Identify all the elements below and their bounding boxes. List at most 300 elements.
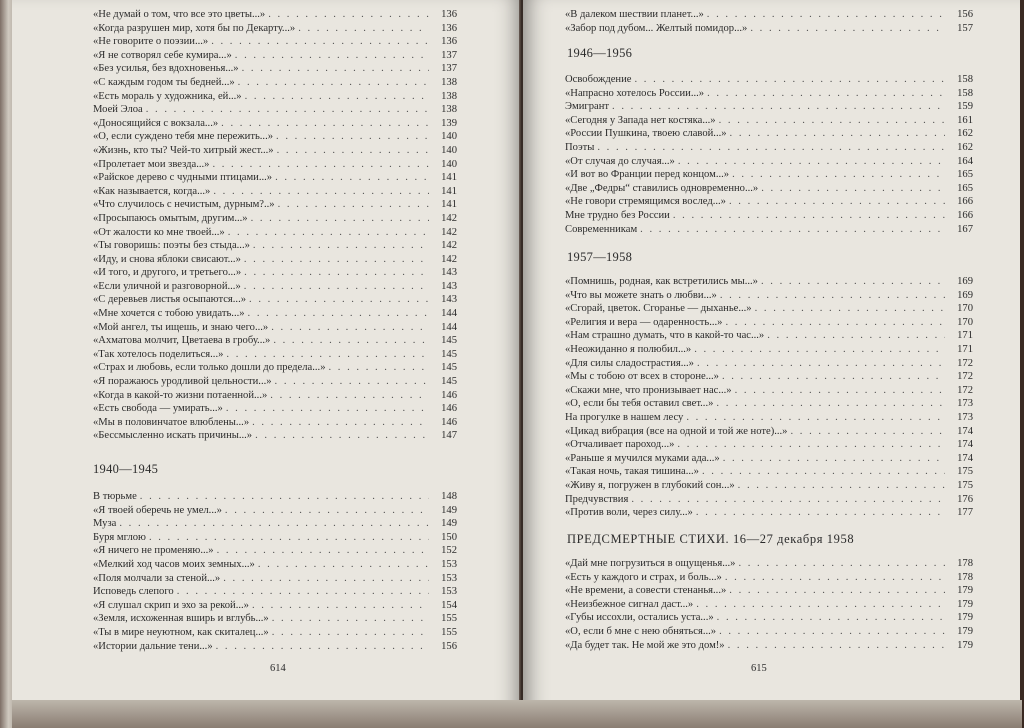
toc-entry-page: 139 <box>441 117 457 129</box>
toc-entry-title: «И того, и другого, и третьего...» <box>93 267 242 279</box>
toc-entry-page: 155 <box>441 613 457 625</box>
toc-entry <box>93 558 457 572</box>
toc-leader-dots <box>719 625 945 639</box>
toc-entry-page: 140 <box>441 131 457 143</box>
toc-entry <box>565 557 973 571</box>
toc-entry-title: «С каждым годом ты бедней...» <box>93 76 235 88</box>
toc-entry-title: «Просыпаюсь омытым, другим...» <box>93 212 248 224</box>
toc-entry-page: 175 <box>957 466 973 478</box>
toc-list-left-1 <box>93 8 457 443</box>
section-heading-last-poems: ПРЕДСМЕРТНЫЕ СТИХИ. 16—27 декабря 1958 <box>567 532 855 546</box>
toc-entry-title: «Мы с тобою от всех в стороне...» <box>565 371 719 383</box>
toc-entry-title: «Помнишь, родная, как встретились мы...» <box>565 276 758 287</box>
toc-entry <box>93 266 457 280</box>
toc-leader-dots <box>329 361 430 375</box>
toc-entry-title: «Отчаливает пароход...» <box>565 439 675 451</box>
toc-entry-title: «Жизнь, кто ты? Чей-то хитрый жест...» <box>93 144 274 156</box>
toc-leader-dots <box>730 127 945 141</box>
toc-entry-page: 143 <box>441 294 457 306</box>
toc-leader-dots <box>723 452 945 466</box>
toc-entry-title: «Я поражаюсь уродливой цельности...» <box>93 376 272 388</box>
toc-leader-dots <box>248 307 429 321</box>
toc-entry <box>93 490 457 504</box>
toc-entry-title: Предчувствия <box>565 493 629 505</box>
toc-entry-title: «Ты говоришь: поэты без стыда...» <box>93 240 250 252</box>
toc-entry-page: 162 <box>957 141 973 153</box>
toc-entry <box>565 465 973 479</box>
toc-entry-title: «Когда в какой-то жизни потаенной...» <box>93 389 268 401</box>
toc-leader-dots <box>212 158 429 172</box>
toc-leader-dots <box>729 584 945 598</box>
toc-leader-dots <box>217 544 429 558</box>
toc-entry-page: 179 <box>957 639 973 651</box>
toc-entry <box>565 182 973 196</box>
toc-leader-dots <box>258 558 429 572</box>
toc-entry-title: «В далеком шествии планет...» <box>565 9 704 20</box>
toc-entry <box>93 49 457 63</box>
toc-entry-title: «Что вы можете знать о любви...» <box>565 289 717 301</box>
toc-leader-dots <box>255 429 429 443</box>
toc-leader-dots <box>678 155 945 169</box>
toc-entry-title: «С деревьев листья осыпаются...» <box>93 294 247 306</box>
toc-entry-page: 164 <box>957 155 973 167</box>
toc-entry <box>93 612 457 626</box>
toc-entry <box>565 479 973 493</box>
toc-entry <box>93 212 457 226</box>
toc-entry <box>565 329 973 343</box>
toc-entry <box>93 185 457 199</box>
toc-entry-page: 140 <box>441 144 457 156</box>
toc-entry-page: 170 <box>957 316 973 328</box>
toc-entry <box>93 90 457 104</box>
toc-entry-title: «Не времени, а совести стенанья...» <box>565 585 727 597</box>
toc-entry-page: 174 <box>957 439 973 451</box>
toc-entry-page: 157 <box>957 22 973 34</box>
toc-entry-title: «Земля, исхоженная вширь и вглубь...» <box>93 613 269 625</box>
toc-entry-title: «Напрасно хотелось России...» <box>565 87 705 99</box>
toc-entry-title: «Не говорите о поэзии...» <box>93 36 209 48</box>
toc-list-right-2 <box>565 275 973 520</box>
toc-leader-dots <box>716 397 945 411</box>
toc-leader-dots <box>725 571 945 585</box>
toc-leader-dots <box>673 209 945 223</box>
toc-entry <box>565 8 973 22</box>
toc-entry-page: 172 <box>957 357 973 369</box>
toc-entry <box>565 141 973 155</box>
toc-entry-page: 179 <box>957 612 973 624</box>
toc-entry-page: 170 <box>957 303 973 315</box>
toc-entry-title: «Мелкий ход часов моих земных...» <box>93 558 255 570</box>
toc-entry <box>565 100 973 114</box>
toc-leader-dots <box>252 416 429 430</box>
toc-entry <box>565 425 973 439</box>
toc-entry <box>93 504 457 518</box>
toc-entry <box>93 402 457 416</box>
toc-entry <box>565 438 973 452</box>
toc-entry-title: Исповедь слепого <box>93 586 174 598</box>
page-number-right: 615 <box>751 663 767 674</box>
toc-leader-dots <box>213 185 429 199</box>
toc-entry <box>93 8 457 22</box>
toc-leader-dots <box>697 357 945 371</box>
toc-entry-page: 167 <box>957 223 973 235</box>
toc-entry-title: «Без усилья, без вдохновенья...» <box>93 63 239 75</box>
toc-entry-title: «Сегодня у Запада нет костяка...» <box>565 114 716 126</box>
right-page <box>523 0 1020 712</box>
toc-entry-page: 142 <box>441 212 457 224</box>
toc-leader-dots <box>720 289 945 303</box>
toc-entry-page: 165 <box>957 182 973 194</box>
toc-entry-page: 154 <box>441 599 457 611</box>
toc-entry <box>565 209 973 223</box>
toc-entry <box>93 517 457 531</box>
toc-entry <box>93 416 457 430</box>
toc-entry-title: «Я не сотворял себе кумира...» <box>93 49 232 61</box>
toc-entry <box>565 114 973 128</box>
toc-entry-page: 143 <box>441 267 457 279</box>
toc-entry-title: «Если уличной и разговорной...» <box>93 280 241 292</box>
toc-entry-title: «Не говори стремящимся вослед...» <box>565 196 726 208</box>
toc-entry-title: «О, если суждено тебя мне пережить...» <box>93 131 274 143</box>
toc-entry <box>565 639 973 653</box>
toc-leader-dots <box>761 182 945 196</box>
toc-entry-page: 142 <box>441 253 457 265</box>
toc-entry-page: 155 <box>441 626 457 638</box>
toc-leader-dots <box>221 117 429 131</box>
toc-entry-title: «Неизбежное сигнал даст...» <box>565 598 694 610</box>
toc-entry <box>93 572 457 586</box>
toc-entry-title: На прогулке в нашем лесу <box>565 411 684 423</box>
toc-leader-dots <box>242 62 429 76</box>
toc-entry-title: «Да будет так. Не мой же это дом!» <box>565 639 725 651</box>
toc-entry <box>93 198 457 212</box>
toc-leader-dots <box>735 384 945 398</box>
toc-entry-title: «Я твоей оберечь не умел...» <box>93 504 222 516</box>
toc-leader-dots <box>634 73 945 87</box>
toc-entry-page: 144 <box>441 308 457 320</box>
toc-leader-dots <box>707 87 945 101</box>
toc-entry-page: 174 <box>957 425 973 437</box>
toc-leader-dots <box>140 490 429 504</box>
toc-entry-title: «Ахматова молчит, Цветаева в гробу...» <box>93 335 271 347</box>
toc-entry-title: «Мой ангел, ты ищешь, и знаю чего...» <box>93 321 269 333</box>
toc-entry-title: «Ты в мире неуютном, как скиталец...» <box>93 626 269 638</box>
toc-entry-title: «Иду, и снова яблоки свисают...» <box>93 253 241 265</box>
toc-entry-title: «Райское дерево с чудными птицами...» <box>93 172 273 184</box>
toc-entry-title: «Для силы сладострастия...» <box>565 357 694 369</box>
toc-entry-page: 153 <box>441 572 457 584</box>
toc-entry-title: Эмигрант <box>565 101 610 113</box>
toc-leader-dots <box>696 598 945 612</box>
toc-entry <box>93 348 457 362</box>
toc-entry-page: 138 <box>441 76 457 88</box>
toc-entry-page: 147 <box>441 430 457 442</box>
toc-leader-dots <box>211 35 429 49</box>
toc-leader-dots <box>275 171 429 185</box>
page-number-left: 614 <box>270 663 286 674</box>
toc-entry <box>93 103 457 117</box>
toc-entry-page: 156 <box>957 9 973 20</box>
toc-entry-page: 142 <box>441 226 457 238</box>
toc-entry <box>565 357 973 371</box>
toc-entry <box>565 87 973 101</box>
toc-entry-page: 136 <box>441 36 457 48</box>
toc-leader-dots <box>750 22 945 36</box>
toc-entry-page: 178 <box>957 558 973 569</box>
toc-entry-page: 136 <box>441 22 457 34</box>
toc-entry <box>565 195 973 209</box>
toc-leader-dots <box>245 90 429 104</box>
toc-entry-page: 136 <box>441 9 457 20</box>
toc-entry <box>93 531 457 545</box>
toc-entry-page: 153 <box>441 558 457 570</box>
toc-entry-page: 138 <box>441 90 457 102</box>
toc-entry <box>93 280 457 294</box>
toc-entry-page: 166 <box>957 196 973 208</box>
toc-leader-dots <box>677 438 945 452</box>
toc-entry-title: Поэты <box>565 141 595 153</box>
toc-entry-page: 179 <box>957 625 973 637</box>
toc-leader-dots <box>790 425 945 439</box>
toc-entry <box>565 155 973 169</box>
toc-entry <box>93 226 457 240</box>
toc-entry-title: «Есть мораль у художника, ей...» <box>93 90 242 102</box>
toc-entry <box>565 168 973 182</box>
toc-entry <box>565 289 973 303</box>
section-heading-1946-1956: 1946—1956 <box>567 46 633 60</box>
toc-entry-title: Моей Элоа <box>93 104 143 116</box>
toc-entry-title: Мне трудно без России <box>565 209 670 221</box>
toc-entry-title: «Религия и вера — одаренность...» <box>565 316 723 328</box>
toc-leader-dots <box>149 531 429 545</box>
toc-entry <box>93 35 457 49</box>
toc-entry-page: 149 <box>441 504 457 516</box>
toc-entry-title: «Цикад вибрация (все на одной и той же ноте)...» <box>565 425 788 437</box>
toc-entry-page: 145 <box>441 362 457 374</box>
toc-leader-dots <box>725 316 945 330</box>
toc-leader-dots <box>272 612 429 626</box>
toc-entry <box>565 316 973 330</box>
toc-entry-title: Освобождение <box>565 74 632 85</box>
toc-entry <box>93 544 457 558</box>
toc-entry-title: «Мне хочется с тобою увидать...» <box>93 308 245 320</box>
toc-leader-dots <box>738 557 945 571</box>
toc-leader-dots <box>273 334 429 348</box>
toc-list-right-0 <box>565 8 973 35</box>
toc-entry <box>565 571 973 585</box>
toc-entry-page: 141 <box>441 199 457 211</box>
toc-entry <box>565 625 973 639</box>
toc-entry-page: 144 <box>441 321 457 333</box>
toc-entry <box>93 585 457 599</box>
toc-entry-title: «Дай мне погрузиться в ощущенья...» <box>565 558 736 569</box>
toc-entry-page: 141 <box>441 185 457 197</box>
toc-entry <box>93 321 457 335</box>
toc-entry <box>565 22 973 36</box>
toc-leader-dots <box>275 375 429 389</box>
toc-leader-dots <box>707 8 945 22</box>
toc-entry-page: 169 <box>957 289 973 301</box>
toc-leader-dots <box>719 114 945 128</box>
toc-entry-title: «Не думай о том, что все это цветы...» <box>93 9 266 20</box>
section-heading-1957-1958: 1957—1958 <box>567 250 633 264</box>
toc-entry <box>565 73 973 87</box>
left-page <box>12 0 522 712</box>
toc-entry-title: «Доносящийся с вокзала...» <box>93 117 219 129</box>
toc-entry-page: 146 <box>441 403 457 415</box>
toc-entry <box>565 223 973 237</box>
toc-entry <box>93 626 457 640</box>
toc-entry-page: 152 <box>441 545 457 557</box>
section-heading-1940-1945: 1940—1945 <box>93 462 159 476</box>
toc-entry-title: «Страх и любовь, если только дошли до предела...» <box>93 362 326 374</box>
toc-entry <box>565 370 973 384</box>
toc-entry-page: 140 <box>441 158 457 170</box>
toc-entry-title: В тюрьме <box>93 491 137 502</box>
toc-leader-dots <box>729 195 945 209</box>
toc-leader-dots <box>223 572 429 586</box>
toc-entry-title: «Неожиданно я полюбил...» <box>565 343 692 355</box>
toc-entry-page: 156 <box>441 640 457 652</box>
toc-leader-dots <box>732 168 945 182</box>
toc-leader-dots <box>226 348 429 362</box>
toc-leader-dots <box>244 280 429 294</box>
toc-entry-title: «Две „Федры“ ставились одновременно...» <box>565 182 759 194</box>
toc-leader-dots <box>298 22 429 36</box>
toc-entry-title: «Живу я, погружен в глубокий сон...» <box>565 479 735 491</box>
toc-leader-dots <box>146 103 429 117</box>
toc-entry-page: 145 <box>441 348 457 360</box>
toc-entry-title: «Забор под дубом... Желтый помидор...» <box>565 22 748 34</box>
toc-entry <box>565 611 973 625</box>
toc-entry-title: «Сгорай, цветок. Сгоранье — дыханье...» <box>565 303 752 315</box>
toc-entry-page: 173 <box>957 398 973 410</box>
toc-entry <box>565 343 973 357</box>
toc-entry-page: 142 <box>441 240 457 252</box>
toc-entry <box>565 506 973 520</box>
toc-entry <box>93 117 457 131</box>
toc-entry-page: 175 <box>957 479 973 491</box>
toc-leader-dots <box>767 329 945 343</box>
toc-leader-dots <box>276 130 429 144</box>
toc-entry-title: «Мы в половинчатое влюблены...» <box>93 416 250 428</box>
toc-list-right-1 <box>565 73 973 236</box>
toc-entry-title: «Такая ночь, такая тишина...» <box>565 466 699 478</box>
toc-leader-dots <box>696 506 945 520</box>
toc-entry <box>565 127 973 141</box>
book-bottom-edge <box>12 700 1022 728</box>
toc-entry-page: 159 <box>957 101 973 113</box>
toc-leader-dots <box>271 321 429 335</box>
toc-entry-title: «Раньше я мучился муками ада...» <box>565 452 720 464</box>
toc-entry-page: 176 <box>957 493 973 505</box>
toc-entry-page: 137 <box>441 49 457 61</box>
toc-list-right-3 <box>565 557 973 652</box>
toc-entry <box>565 584 973 598</box>
toc-leader-dots <box>251 212 429 226</box>
toc-entry-title: «Так хотелось поделиться...» <box>93 348 224 360</box>
toc-entry <box>93 239 457 253</box>
toc-entry-page: 165 <box>957 169 973 181</box>
toc-entry-page: 149 <box>441 518 457 530</box>
toc-entry-title: «О, если бы тебя оставил свет...» <box>565 398 714 410</box>
toc-entry-page: 172 <box>957 384 973 396</box>
toc-leader-dots <box>244 266 429 280</box>
toc-entry-page: 166 <box>957 209 973 221</box>
toc-entry-page: 143 <box>441 280 457 292</box>
toc-entry-page: 137 <box>441 63 457 75</box>
toc-entry-page: 177 <box>957 507 973 519</box>
toc-entry-title: «От случая до случая...» <box>565 155 675 167</box>
toc-entry <box>565 411 973 425</box>
toc-entry-page: 146 <box>441 416 457 428</box>
toc-entry-page: 178 <box>957 571 973 583</box>
toc-entry-title: «Есть свобода — умирать...» <box>93 403 223 415</box>
toc-leader-dots <box>597 141 945 155</box>
toc-entry-title: «Губы иссохли, остались уста...» <box>565 612 714 624</box>
toc-entry-title: «Скажи мне, что пронизывает нас...» <box>565 384 732 396</box>
toc-entry-title: «От жалости ко мне твоей...» <box>93 226 225 238</box>
toc-leader-dots <box>738 479 945 493</box>
toc-leader-dots <box>761 275 945 289</box>
toc-leader-dots <box>272 626 429 640</box>
toc-leader-dots <box>278 198 429 212</box>
toc-entry <box>565 598 973 612</box>
toc-leader-dots <box>249 293 429 307</box>
toc-leader-dots <box>235 49 429 63</box>
toc-list-left-2 <box>93 490 457 653</box>
toc-leader-dots <box>244 253 429 267</box>
toc-entry <box>93 599 457 613</box>
toc-entry-title: «Пролетает мои звезда...» <box>93 158 210 170</box>
toc-leader-dots <box>702 465 945 479</box>
toc-entry-page: 172 <box>957 371 973 383</box>
toc-entry <box>93 76 457 90</box>
toc-entry <box>565 493 973 507</box>
toc-leader-dots <box>238 76 429 90</box>
toc-entry-title: «Нам страшно думать, что в какой-то час...» <box>565 330 765 342</box>
toc-entry <box>93 307 457 321</box>
toc-leader-dots <box>694 343 945 357</box>
toc-entry <box>93 253 457 267</box>
toc-entry-page: 179 <box>957 585 973 597</box>
toc-leader-dots <box>755 302 945 316</box>
toc-entry <box>565 275 973 289</box>
toc-entry-title: Современникам <box>565 223 638 235</box>
toc-leader-dots <box>119 517 429 531</box>
toc-entry-page: 171 <box>957 330 973 342</box>
toc-entry-title: «Против воли, через силу...» <box>565 507 693 519</box>
toc-entry-page: 146 <box>441 389 457 401</box>
toc-entry-page: 169 <box>957 276 973 287</box>
toc-entry <box>93 62 457 76</box>
toc-entry <box>565 384 973 398</box>
toc-entry-page: 153 <box>441 586 457 598</box>
toc-leader-dots <box>225 504 429 518</box>
toc-leader-dots <box>640 223 945 237</box>
toc-entry-page: 148 <box>441 491 457 502</box>
toc-entry-title: «Я слушал скрип и эхо за рекой...» <box>93 599 249 611</box>
toc-leader-dots <box>277 144 429 158</box>
toc-entry <box>93 293 457 307</box>
toc-entry-page: 158 <box>957 74 973 85</box>
toc-entry-title: «Поля молчали за стеной...» <box>93 572 221 584</box>
toc-entry-page: 162 <box>957 128 973 140</box>
toc-entry <box>565 397 973 411</box>
toc-leader-dots <box>612 100 945 114</box>
toc-leader-dots <box>252 599 429 613</box>
toc-entry <box>93 144 457 158</box>
